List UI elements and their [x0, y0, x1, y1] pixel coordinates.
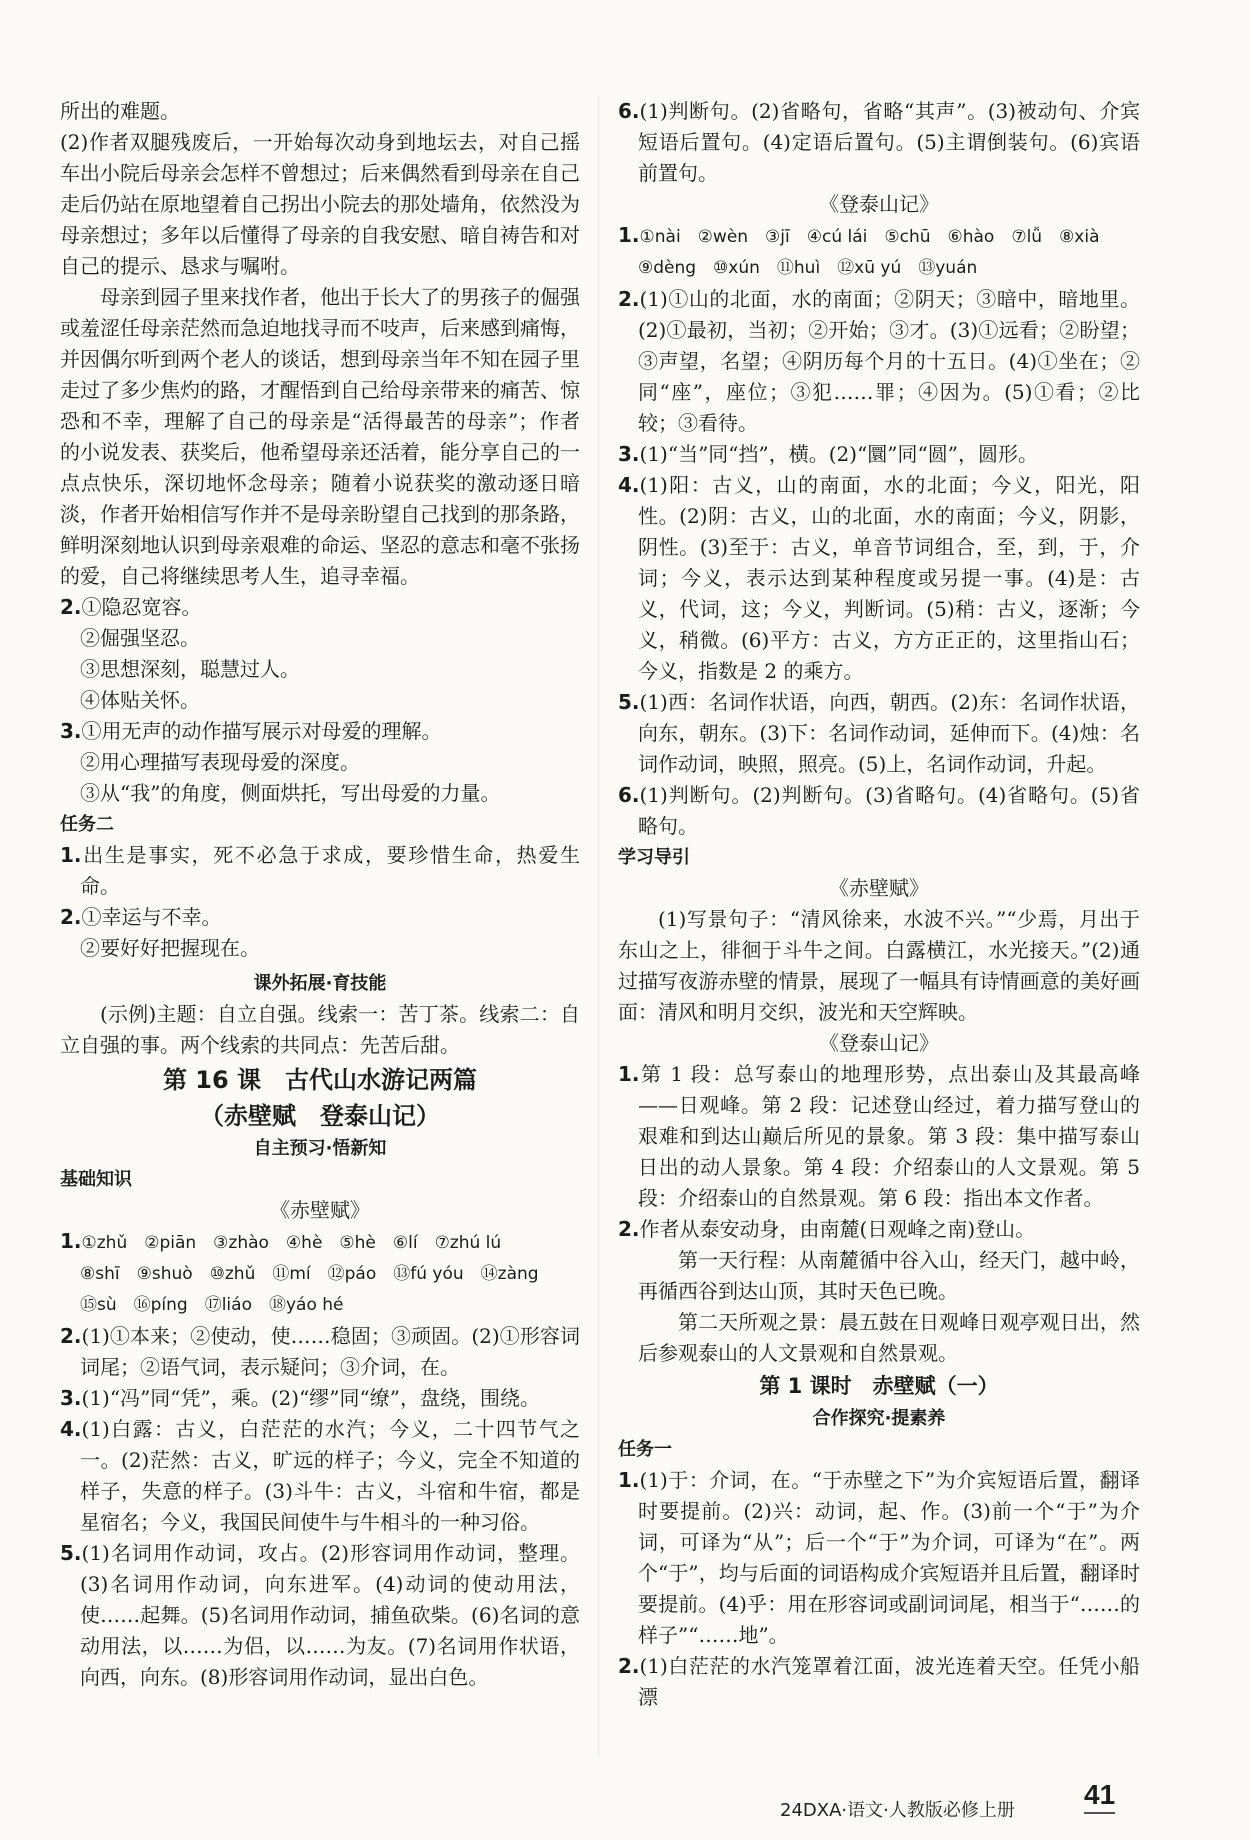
pinyin-line: ⑨dèng ⑩xún ⑪huì ⑫xū yú ⑬yuán: [638, 258, 978, 278]
question-number: 1.: [618, 1062, 640, 1086]
question-number: 2.: [618, 287, 640, 311]
answer-text: (1)西：名词作状语，向西，朝西。(2)东：名词作状语，向东，朝东。(3)下：名词作动词，延伸而下。(4)烛：名词作动词，映照，照亮。(5)上，名词作动词，升起。: [638, 690, 1140, 776]
left-q2: [60, 592, 580, 623]
taishan-q4: [618, 470, 1140, 687]
guide-q1: [618, 1059, 1140, 1214]
chibi-title: 《赤壁赋》: [270, 1198, 370, 1222]
answer-item: ②要好好把握现在。: [80, 936, 260, 960]
answer-text: 第 1 段：总写泰山的地理形势，点出泰山及其最高峰——日观峰。第 2 段：记述登山经过，着力描写登山的艰难和到达山巅后所见的景象。第 3 段：集中描写泰山日出的动人景象。第 4 段：介绍泰山的人文景观。第 5 段：介绍泰山的自然景观。第 6 段：指出本文作者。: [638, 1062, 1140, 1210]
answer-item: ①用无声的动作描写展示对母爱的理解。: [81, 719, 442, 743]
answer-item: ②倔强坚忍。: [80, 626, 200, 650]
answer-text: (1)“当”同“挡”，横。(2)“圜”同“圆”，圆形。: [639, 442, 1038, 466]
question-number: 1.: [60, 1229, 82, 1253]
question-number: 4.: [60, 1417, 82, 1441]
question-number: 2.: [618, 1217, 640, 1241]
question-number: 1.: [618, 1468, 640, 1492]
period-q1: [618, 1465, 1140, 1651]
answer-text: (1)“冯”同“凭”，乘。(2)“缪”同“缭”，盘绕，围绕。: [81, 1386, 540, 1410]
pinyin-line: ①zhǔ ②piān ③zhào ④hè ⑤hè ⑥lí ⑦zhú lú: [81, 1233, 502, 1253]
right-column: [618, 96, 1140, 1713]
question-number: 4.: [618, 473, 640, 497]
taishan-q1: [618, 220, 1140, 253]
question-number: 3.: [60, 719, 82, 743]
answer-item: ②用心理描写表现母爱的深度。: [80, 750, 360, 774]
pinyin-line: ⑮sù ⑯píng ⑰liáo ⑱yáo hé: [80, 1295, 344, 1315]
answer-text: 出生是事实，死不必急于求成，要珍惜生命，热爱生命。: [80, 843, 580, 898]
preview-q5: [60, 1538, 580, 1693]
column-divider: [598, 96, 599, 1756]
extension-heading: 课外拓展·育技能: [253, 973, 387, 994]
guide-q2: [618, 1214, 1140, 1245]
pinyin-line: ⑧shī ⑨shuò ⑩zhǔ ⑪mí ⑫páo ⑬fú yóu ⑭zàng: [80, 1264, 539, 1284]
task2-q1: [60, 840, 580, 902]
answer-text: (1)白露：古义，白茫茫的水汽；今义，二十四节气之一。(2)茫然：古义，旷远的样子；今义，完全不知道的样子，失意的样子。(3)斗牛：古义，斗宿和牛宿，都是星宿名；今义，我国民间使牛与牛相斗的一种习俗。: [80, 1417, 580, 1534]
period-title: 第 1 课时 赤壁赋（一）: [759, 1374, 999, 1398]
lesson-subtitle: （赤壁赋 登泰山记）: [200, 1102, 440, 1130]
taishan-q3: [618, 439, 1140, 470]
answer-text: (1)判断句。(2)判断句。(3)省略句。(4)省略句。(5)省略句。: [638, 783, 1140, 838]
guide-taishan-title: 《登泰山记》: [819, 1031, 939, 1055]
guide-q2-day1: 第一天行程：从南麓循中谷入山，经天门，越中岭，再循西谷到达山顶，其时天色已晚。: [638, 1248, 1140, 1303]
taishan-q6: [618, 780, 1140, 842]
answer-text: (1)判断句。(2)省略句，省略“其声”。(3)被动句、介宾短语后置句。(4)定语后置句。(5)主谓倒装句。(6)宾语前置句。: [638, 99, 1140, 185]
pinyin-line: ①nài ②wèn ③jī ④cú lái ⑤chū ⑥hào ⑦lǚ ⑧xià: [639, 227, 1100, 247]
answer-text: (1)阳：古义，山的南面，水的北面；今义，阳光，阳性。(2)阴：古义，山的北面，水的南面；今义，阴影，阴性。(3)至于：古义，单音节词组合，至，到，于，介词；今义，表示达到某种程度或另提一事。(4)是：古义，代词，这；今义，判断词。(5)稍：古义，逐渐；今义，稍微。(6)平方：古义，方方正正的，这里指山石；今义，指数是 2 的乘方。: [638, 473, 1140, 683]
answer-item: ①隐忍宽容。: [81, 595, 202, 619]
question-number: 3.: [60, 1386, 82, 1410]
left-q3: [60, 716, 580, 747]
preview-heading: 自主预习·悟新知: [253, 1138, 387, 1159]
question-number: 2.: [60, 595, 82, 619]
study-guide-heading: 学习导引: [618, 847, 690, 868]
preview-q4: [60, 1414, 580, 1538]
preview-q2: [60, 1321, 580, 1383]
taishan-q2: [618, 284, 1140, 439]
guide-chibi-title: 《赤壁赋》: [829, 876, 929, 900]
question-number: 1.: [618, 223, 640, 247]
question-number: 2.: [60, 905, 82, 929]
answer-text: 作者从泰安动身，由南麓(日观峰之南)登山。: [639, 1217, 1036, 1241]
guide-chibi-text: (1)写景句子：“清风徐来，水波不兴。”“少焉，月出于东山之上，徘徊于斗牛之间。白露横江，水光接天。”(2)通过描写夜游赤壁的情景，展现了一幅具有诗情画意的美好画面：清风和明月交织，波光和天空辉映。: [618, 907, 1140, 1024]
guide-q2-day2: 第二天所观之景：晨五鼓在日观峰日观亭观日出，然后参观泰山的人文景观和自然景观。: [638, 1310, 1140, 1365]
answer-text: (1)于：介词，在。“于赤壁之下”为介宾短语后置，翻译时要提前。(2)兴：动词，起、作。(3)前一个“于”为介词，可译为“从”；后一个“于”为介词，可译为“在”。两个“于”，均与后面的词语构成介宾短语并且后置，翻译时要提前。(4)乎：用在形容词或副词词尾，相当于“……的样子”“……地”。: [638, 1468, 1140, 1647]
answer-text: (1)①本来；②使动，使……稳固；③顽固。(2)①形容词词尾；②语气词，表示疑问；③介词，在。: [80, 1324, 580, 1379]
period-q2: [618, 1651, 1140, 1713]
question-number: 2.: [618, 1654, 640, 1678]
preview-q3: [60, 1383, 580, 1414]
answer-item: ④体贴关怀。: [80, 688, 200, 712]
chibi-q6: [618, 96, 1140, 189]
page-number: 41: [1084, 1778, 1115, 1814]
left-column: [60, 96, 580, 1693]
book-footer: 24DXA·语文·人教版必修上册: [780, 1800, 1015, 1821]
lesson-title: 第 16 课 古代山水游记两篇: [162, 1066, 478, 1094]
answer-item: ③从“我”的角度，侧面烘托，写出母爱的力量。: [80, 781, 501, 805]
question-number: 2.: [60, 1324, 82, 1348]
task2-q2: [60, 902, 580, 933]
answer-text: (1)白茫茫的水汽笼罩着江面，波光连着天空。任凭小船漂: [638, 1654, 1140, 1709]
answer-text: (1)名词用作动词，攻占。(2)形容词用作动词，整理。(3)名词用作动词，向东进军。(4)动词的使动用法，使……起舞。(5)名词用作动词，捕鱼砍柴。(6)名词的意动用法，以……为侣，以……为友。(7)名词用作状语，向西，向东。(8)形容词用作动词，显出白色。: [80, 1541, 580, 1689]
answer-item: ①幸运与不幸。: [81, 905, 222, 929]
cooperation-heading: 合作探究·提素养: [812, 1408, 946, 1429]
taishan-q5: [618, 687, 1140, 780]
answer-item: ③思想深刻，聪慧过人。: [80, 657, 300, 681]
question-number: 3.: [618, 442, 640, 466]
left-line-1: 所出的难题。: [60, 99, 180, 123]
taishan-title: 《登泰山记》: [819, 192, 939, 216]
extension-text: (示例)主题：自立自强。线索一：苦丁茶。线索二：自立自强的事。两个线索的共同点：先苦后甜。: [60, 1002, 580, 1057]
answer-text: (1)①山的北面，水的南面；②阴天；③暗中，暗地里。(2)①最初，当初；②开始；③才。(3)①远看；②盼望；③声望，名望；④阴历每个月的十五日。(4)①坐在；②同“座”，座位；③犯……罪；④因为。(5)①看；②比较；③看待。: [638, 287, 1140, 435]
task2-heading: 任务二: [60, 814, 114, 835]
basic-knowledge-heading: 基础知识: [60, 1169, 132, 1190]
pinyin-q1: [60, 1226, 580, 1259]
left-line-2: (2)作者双腿残废后，一开始每次动身到地坛去，对自己摇车出小院后母亲会怎样不曾想过；后来偶然看到母亲在自己走后仍站在原地望着自己拐出小院去的那处墙角，依然没为母亲想过；多年以后懂得了母亲的自我安慰、暗自祷告和对自己的提示、恳求与嘱咐。: [60, 130, 580, 278]
left-line-3: 母亲到园子里来找作者，他出于长大了的男孩子的倔强或羞涩任母亲茫然而急迫地找寻而不吱声，后来感到痛悔，并因偶尔听到两个老人的谈话，想到母亲当年不知在园子里走过了多少焦灼的路，才醒悟到自己给母亲带来的痛苦、惊恐和不幸，理解了自己的母亲是“活得最苦的母亲”；作者的小说发表、获奖后，他希望母亲还活着，能分享自己的一点点快乐，深切地怀念母亲；随着小说获奖的激动逐日暗淡，作者开始相信写作并不是母亲盼望自己找到的那条路，鲜明深刻地认识到母亲艰难的命运、坚忍的意志和毫不张扬的爱，自己将继续思考人生，追寻幸福。: [60, 285, 580, 588]
question-number: 5.: [618, 690, 640, 714]
question-number: 6.: [618, 783, 640, 807]
question-number: 6.: [618, 99, 640, 123]
question-number: 1.: [60, 843, 82, 867]
task1-heading: 任务一: [618, 1439, 672, 1460]
question-number: 5.: [60, 1541, 82, 1565]
